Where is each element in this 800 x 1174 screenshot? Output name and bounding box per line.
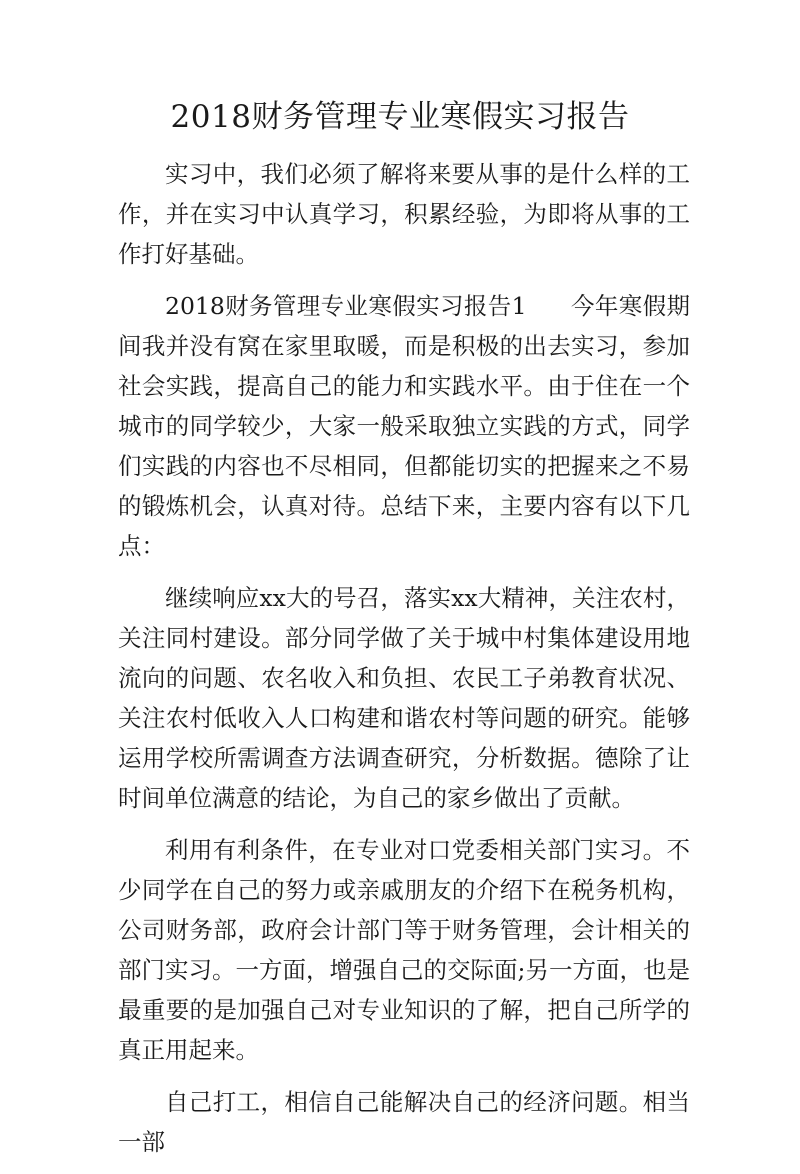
document-body: [118, 154, 690, 1174]
report-heading-inline: 2018财务管理专业寒假实习报告1: [165, 292, 527, 320]
document-title: 2018财务管理专业寒假实习报告: [170, 99, 630, 135]
report-1-text: 今年寒假期间我并没有窝在家里取暖，而是积极的出去实习，参加社会实践，提高自己的能力和实践水平。由于住在一个城市的同学较少，大家一般采取独立实践的方式，同学们实践的内容也不尽相同，但都能切实的把握来之不易的锻炼机会，认真对待。总结下来，主要内容有以下几点：: [118, 292, 690, 560]
paragraph-report-1: [118, 286, 690, 566]
paragraph-part-time-work: 自己打工，相信自己能解决自己的经济问题。相当一部: [118, 1088, 690, 1156]
paragraph-intro: 实习中，我们必须了解将来要从事的是什么样的工作，并在实习中认真学习，积累经验，为即将从事的工作打好基础。: [118, 160, 690, 268]
paragraph-internship: 利用有利条件，在专业对口党委相关部门实习。不少同学在自己的努力或亲戚朋友的介绍下在税务机构，公司财务部，政府会计部门等于财务管理，会计相关的部门实习。一方面，增强自己的交际面;另一方面，也是最重要的是加强自己对专业知识的了解，把自己所学的真正用起来。: [118, 836, 690, 1064]
paragraph-rural-practice: 继续响应xx大的号召，落实xx大精神，关注农村，关注同村建设。部分同学做了关于城中村集体建设用地流向的问题、农名收入和负担、农民工子弟教育状况、关注农村低收入人口构建和谐农村等问题的研究。能够运用学校所需调查方法调查研究，分析数据。德除了让时间单位满意的结论，为自己的家乡做出了贡献。: [118, 584, 690, 812]
